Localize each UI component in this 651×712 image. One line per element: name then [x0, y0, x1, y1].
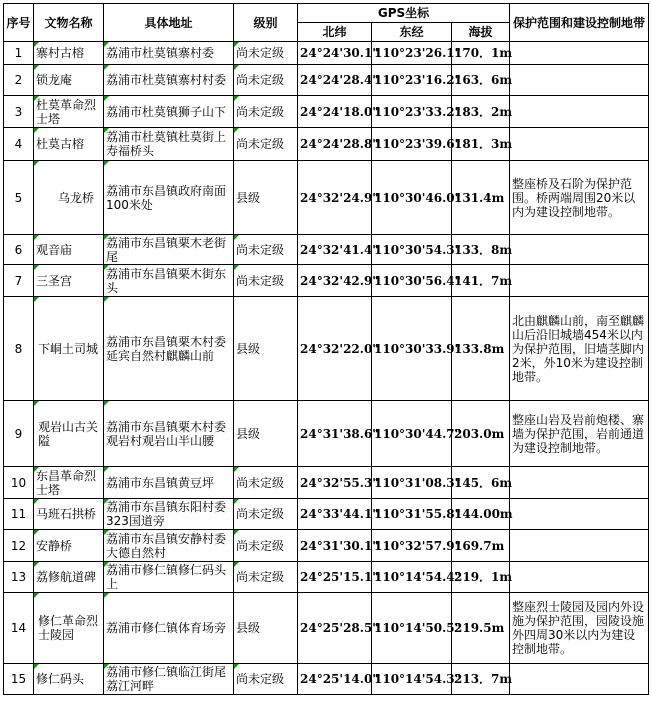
- row-name: 安静桥: [34, 530, 104, 562]
- row-lon: 110°23'26.1": [372, 42, 452, 65]
- table-row: [4, 664, 649, 695]
- table-row: [4, 65, 649, 96]
- table-row: [4, 530, 649, 562]
- row-address: 荔浦市东昌镇黄豆坪: [104, 467, 234, 499]
- row-lat: 24°33'44.1": [298, 499, 372, 530]
- table-row: [4, 562, 649, 593]
- row-level: 尚未定级: [234, 499, 298, 530]
- row-level: 尚未定级: [234, 530, 298, 562]
- row-lon: 110°30'56.4": [372, 265, 452, 297]
- table-row: [4, 593, 649, 664]
- row-lat: 24°32'42.9": [298, 265, 372, 297]
- row-name: 东昌革命烈士塔: [34, 467, 104, 499]
- heritage-table: [3, 3, 649, 695]
- row-protection: 整座烈士陵园及园内外设施为保护范围，园陵设施外四周30米以内为建设控制地带。: [510, 593, 649, 664]
- row-alt: 131.4m: [452, 161, 510, 235]
- row-seq: 4: [4, 128, 34, 161]
- row-lon: 110°23'39.6": [372, 128, 452, 161]
- row-alt: 144.00m: [452, 499, 510, 530]
- row-lat: 24°31'38.6": [298, 401, 372, 467]
- table-row: [4, 401, 649, 467]
- row-lat: 24°32'41.4": [298, 235, 372, 265]
- row-protection: [510, 499, 649, 530]
- row-level: 尚未定级: [234, 235, 298, 265]
- row-lat: 24°32'55.3": [298, 467, 372, 499]
- row-protection: [510, 65, 649, 96]
- table-row: [4, 42, 649, 65]
- header-seq: 序号: [4, 4, 34, 42]
- row-protection: [510, 235, 649, 265]
- row-alt: 203.0m: [452, 401, 510, 467]
- row-lat: 24°32'22.0": [298, 297, 372, 401]
- row-lon: 110°31'08.3": [372, 467, 452, 499]
- row-level: 尚未定级: [234, 467, 298, 499]
- table-row: [4, 467, 649, 499]
- row-lon: 110°23'33.2": [372, 96, 452, 128]
- row-alt: 133．8m: [452, 235, 510, 265]
- row-alt: 219.5m: [452, 593, 510, 664]
- row-name: 三圣宫: [34, 265, 104, 297]
- row-name: 荔修航道碑: [34, 562, 104, 593]
- row-lat: 24°24'28.8": [298, 128, 372, 161]
- row-seq: 11: [4, 499, 34, 530]
- header-lat: 北纬: [298, 23, 372, 42]
- row-seq: 14: [4, 593, 34, 664]
- table-row: [4, 235, 649, 265]
- row-address: 荔浦市东昌镇栗木村委延宾自然村麒麟山前: [104, 297, 234, 401]
- table-row: [4, 499, 649, 530]
- row-level: 尚未定级: [234, 562, 298, 593]
- row-lat: 24°25'28.5": [298, 593, 372, 664]
- row-name: 杜莫古榕: [34, 128, 104, 161]
- row-name: 乌龙桥: [34, 161, 104, 235]
- row-lat: 24°32'24.9": [298, 161, 372, 235]
- row-address: 荔浦市杜莫镇杜莫街上寿福桥头: [104, 128, 234, 161]
- row-seq: 15: [4, 664, 34, 695]
- row-seq: 8: [4, 297, 34, 401]
- row-lat: 24°24'30.1": [298, 42, 372, 65]
- row-name: 观岩山古关隘: [34, 401, 104, 467]
- header-address: 具体地址: [104, 4, 234, 42]
- row-address: 荔浦市东昌镇东阳村委323国道旁: [104, 499, 234, 530]
- row-address: 荔浦市东昌镇栗木街东头: [104, 265, 234, 297]
- row-level: 县级: [234, 297, 298, 401]
- row-alt: 145．6m: [452, 467, 510, 499]
- row-seq: 12: [4, 530, 34, 562]
- row-address: 荔浦市东昌镇栗木老街尾: [104, 235, 234, 265]
- row-protection: 北由麒麟山前，南至麒麟山后沿旧城墙454米以内为保护范围，旧墙茎脚内2米，外10米为建设控制地带。: [510, 297, 649, 401]
- row-address: 荔浦市修仁镇体育场旁: [104, 593, 234, 664]
- row-lon: 110°32'57.9": [372, 530, 452, 562]
- row-level: 尚未定级: [234, 128, 298, 161]
- row-address: 荔浦市修仁镇修仁码头上: [104, 562, 234, 593]
- row-name: 锁龙庵: [34, 65, 104, 96]
- header-lon: 东经: [372, 23, 452, 42]
- row-alt: 141．7m: [452, 265, 510, 297]
- row-seq: 2: [4, 65, 34, 96]
- header-row-top: [4, 4, 649, 23]
- row-address: 荔浦市杜莫镇寨村村委: [104, 65, 234, 96]
- row-name: 修仁革命烈士陵园: [34, 593, 104, 664]
- row-seq: 5: [4, 161, 34, 235]
- row-name: 下峒土司城: [34, 297, 104, 401]
- row-protection: 整座桥及石阶为保护范围。桥两端周围20米以内为建设控制地带。: [510, 161, 649, 235]
- table-row: [4, 128, 649, 161]
- table-row: [4, 161, 649, 235]
- row-level: 尚未定级: [234, 65, 298, 96]
- row-name: 杜莫革命烈士塔: [34, 96, 104, 128]
- row-alt: 213．7m: [452, 664, 510, 695]
- row-alt: 181．3m: [452, 128, 510, 161]
- row-protection: [510, 467, 649, 499]
- row-level: 尚未定级: [234, 96, 298, 128]
- row-lon: 110°30'46.0": [372, 161, 452, 235]
- table-row: [4, 297, 649, 401]
- row-alt: 183．2m: [452, 96, 510, 128]
- header-name: 文物名称: [34, 4, 104, 42]
- row-alt: 163．6m: [452, 65, 510, 96]
- header-level: 级别: [234, 4, 298, 42]
- row-level: 县级: [234, 593, 298, 664]
- row-seq: 9: [4, 401, 34, 467]
- row-address: 荔浦市东昌镇安静村委大德自然村: [104, 530, 234, 562]
- row-address: 荔浦市杜莫镇狮子山下: [104, 96, 234, 128]
- row-lat: 24°25'15.1": [298, 562, 372, 593]
- row-address: 荔浦市修仁镇临江街尾荔江河畔: [104, 664, 234, 695]
- row-name: 马班石拱桥: [34, 499, 104, 530]
- row-lon: 110°30'44.7": [372, 401, 452, 467]
- row-level: 县级: [234, 161, 298, 235]
- header-alt: 海拔: [452, 23, 510, 42]
- row-seq: 7: [4, 265, 34, 297]
- table-row: [4, 96, 649, 128]
- row-alt: 169.7m: [452, 530, 510, 562]
- row-alt: 219．1m: [452, 562, 510, 593]
- row-level: 县级: [234, 401, 298, 467]
- row-alt: 170．1m: [452, 42, 510, 65]
- row-lat: 24°24'28.4": [298, 65, 372, 96]
- row-lon: 110°23'16.2": [372, 65, 452, 96]
- row-address: 荔浦市东昌镇栗木村委观岩村观岩山半山腰: [104, 401, 234, 467]
- row-level: 尚未定级: [234, 664, 298, 695]
- row-seq: 3: [4, 96, 34, 128]
- row-lat: 24°31'30.1": [298, 530, 372, 562]
- row-address: 荔浦市杜莫镇寨村委: [104, 42, 234, 65]
- row-protection: [510, 562, 649, 593]
- row-name: 观音庙: [34, 235, 104, 265]
- row-seq: 1: [4, 42, 34, 65]
- row-seq: 6: [4, 235, 34, 265]
- row-protection: [510, 96, 649, 128]
- row-alt: 133.8m: [452, 297, 510, 401]
- row-lat: 24°24'18.0": [298, 96, 372, 128]
- row-seq: 10: [4, 467, 34, 499]
- row-protection: [510, 530, 649, 562]
- row-lon: 110°30'33.9": [372, 297, 452, 401]
- row-lon: 110°14'54.3": [372, 664, 452, 695]
- header-gps: GPS坐标: [298, 4, 510, 23]
- row-lon: 110°30'54.3": [372, 235, 452, 265]
- header-protection: 保护范围和建设控制地带: [510, 4, 649, 42]
- row-lat: 24°25'14.0": [298, 664, 372, 695]
- row-lon: 110°14'54.4": [372, 562, 452, 593]
- row-seq: 13: [4, 562, 34, 593]
- row-protection: [510, 265, 649, 297]
- row-lon: 110°14'50.5": [372, 593, 452, 664]
- row-level: 尚未定级: [234, 265, 298, 297]
- row-name: 修仁码头: [34, 664, 104, 695]
- row-protection: [510, 128, 649, 161]
- row-lon: 110°31'55.8": [372, 499, 452, 530]
- row-address: 荔浦市东昌镇政府南面100米处: [104, 161, 234, 235]
- row-protection: 整座山岩及岩前炮楼、寨墙为保护范围，岩前通道为建设控制地带。: [510, 401, 649, 467]
- row-protection: [510, 42, 649, 65]
- row-protection: [510, 664, 649, 695]
- table-row: [4, 265, 649, 297]
- row-level: 尚未定级: [234, 42, 298, 65]
- row-name: 寨村古榕: [34, 42, 104, 65]
